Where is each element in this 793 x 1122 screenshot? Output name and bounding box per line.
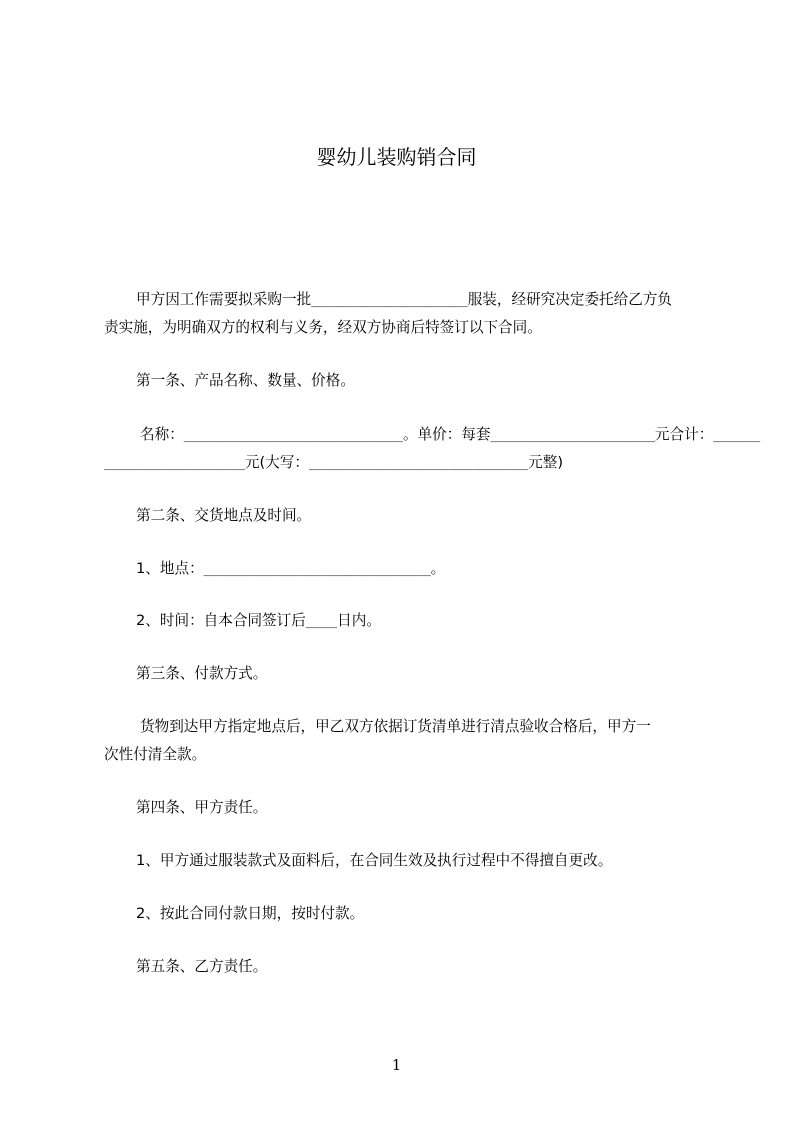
article-1-uppercase-line (104, 453, 563, 474)
article-3-line-2: 次性付清全款。 (104, 746, 207, 763)
uppercase-label: 元(大写： (244, 454, 309, 471)
time-label: 2、时间：自本合同签订后 (136, 612, 306, 629)
name-blank: ____________________________ (183, 428, 403, 443)
article-2-heading: 第二条、交货地点及时间。 (136, 507, 312, 524)
article-3-heading: 第三条、付款方式。 (136, 665, 268, 682)
total-label: 元合计： (654, 426, 714, 443)
article-4-heading: 第四条、甲方责任。 (136, 799, 268, 816)
article-4-item-2: 2、按此合同付款日期，按时付款。 (136, 905, 365, 922)
page-number: 1 (391, 1056, 402, 1074)
unit-price-label: 。单价：每套 (402, 426, 491, 443)
article-2-place (136, 559, 445, 580)
place-blank: _____________________________ (203, 562, 431, 577)
document-title: 婴幼儿装购销合同 (316, 145, 477, 169)
intro-text: 甲方因工作需要拟采购一批 (136, 291, 312, 308)
intro-text-end: 服装，经研究决定委托给乙方负 (467, 291, 673, 308)
place-end: 。 (430, 560, 446, 577)
article-4-item-1: 1、甲方通过服装款式及面料后，在合同生效及执行过程中不得擅自更改。 (136, 852, 613, 869)
article-5-heading: 第五条、乙方责任。 (136, 958, 268, 975)
time-end: 日内。 (337, 612, 381, 629)
uppercase-end: 元整) (528, 454, 564, 471)
time-blank: ____ (305, 614, 338, 629)
article-2-time (136, 611, 381, 632)
total-blank-a: ______ (713, 428, 761, 443)
intro-line-1 (136, 290, 672, 311)
intro-line-2: 责实施，为明确双方的权利与义务，经双方协商后特签订以下合同。 (104, 319, 542, 336)
place-label: 1、地点： (136, 560, 204, 577)
article-1-price-line (140, 425, 760, 446)
total-blank-b: __________________ (104, 456, 245, 471)
article-3-line-1: 货物到达甲方指定地点后，甲乙双方依据订货清单进行清点验收合格后，甲方一 (140, 718, 651, 735)
article-1-heading: 第一条、产品名称、数量、价格。 (136, 372, 355, 389)
intro-blank: ____________________ (311, 293, 468, 308)
name-label: 名称： (140, 426, 184, 443)
uppercase-blank: ____________________________ (308, 456, 529, 471)
unit-price-blank: _____________________ (490, 428, 655, 443)
